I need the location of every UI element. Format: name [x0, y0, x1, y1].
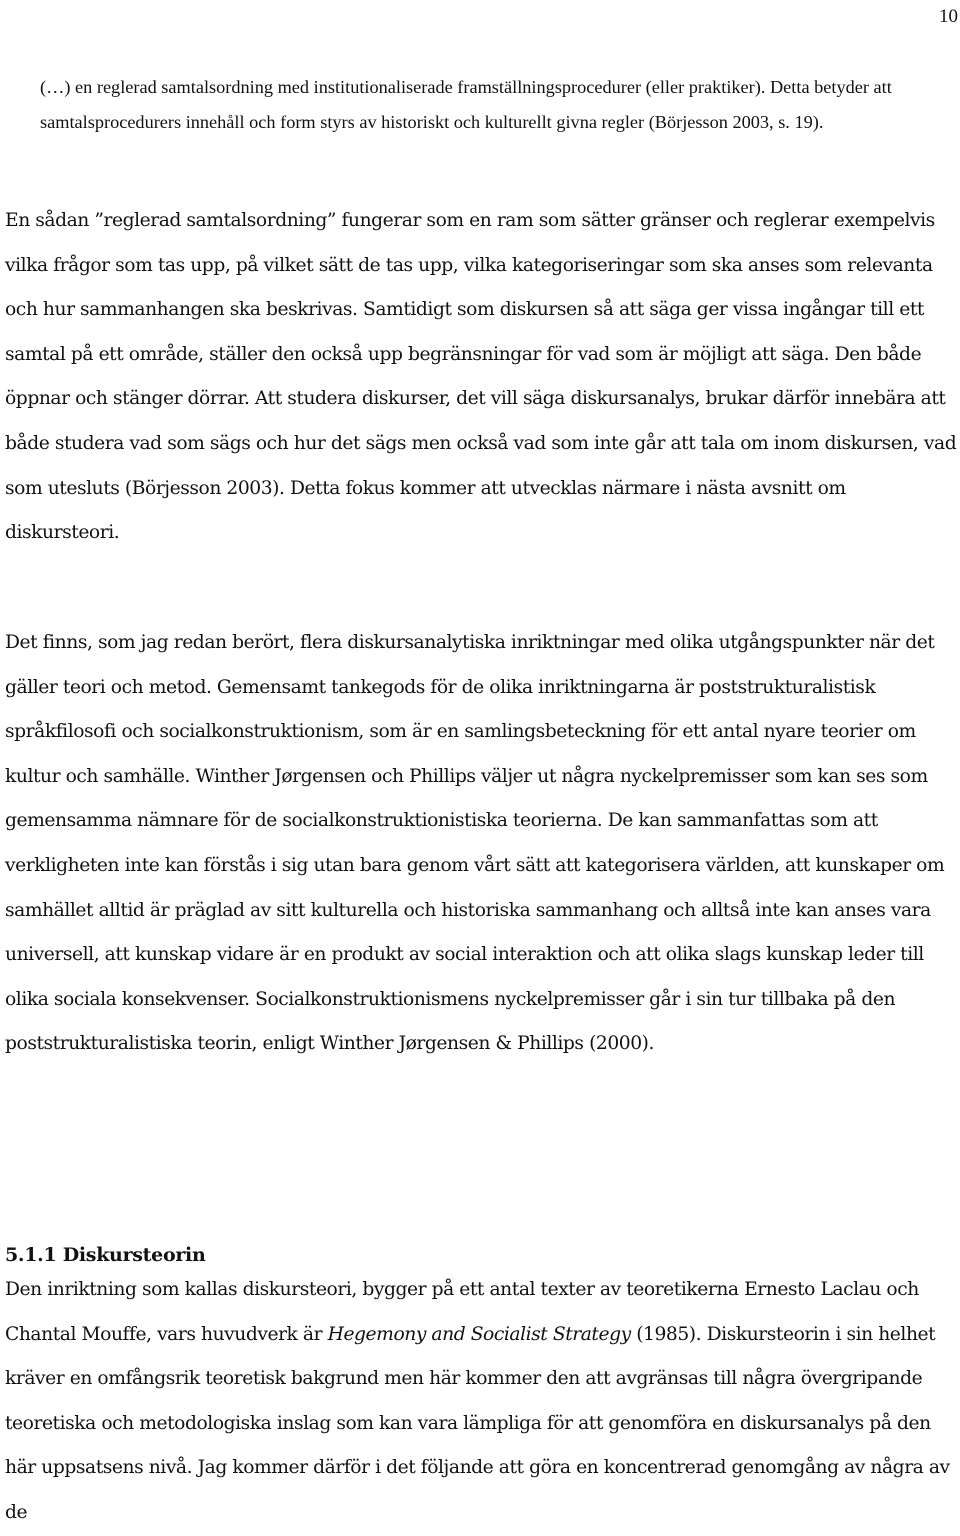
body-paragraph: En sådan ”reglerad samtalsordning” fungerar som en ram som sätter gränser och reglerar exempelvis vilka frågor som tas upp, på vilket sätt de tas upp, vilka kategoriseringar som ska anses som relevanta och hur sammanhangen ska beskrivas. Samtidigt som diskursen så att säga ger vissa ingångar till ett samtal på ett område, ställer den också upp begränsningar för vad som är möjligt att säga. Den både öppnar och stänger dörrar. Att studera diskurser, det vill säga diskursanalys, brukar därför innebära att både studera vad som sägs och hur det sägs men också vad som inte går att tala om inom diskursen, vad som utesluts (Börjesson 2003). Detta fokus kommer att utvecklas närmare i nästa avsnitt om diskursteori.	[5, 210, 957, 544]
paragraph-text: Den inriktning som kallas diskursteori, bygger på ett antal texter av teoretikerna Ernesto Laclau och Chantal Mouffe, vars huvudverk är	[5, 1279, 919, 1345]
section-heading: 5.1.1 Diskursteorin	[5, 1244, 206, 1266]
page-number: 10	[939, 6, 958, 27]
body-paragraph: Det finns, som jag redan berört, flera diskursanalytiska inriktningar med olika utgångspunkter när det gäller teori och metod. Gemensamt tankegods för de olika inriktningarna är poststrukturalistisk språkfilosofi och socialkonstruktionism, som är en samlingsbeteckning för ett antal nyare teorier om kultur och samhälle. Winther Jørgensen och Phillips väljer ut några nyckelpremisser som kan ses som gemensamma nämnare för de socialkonstruktionistiska teorierna. De kan sammanfattas som att verkligheten inte kan förstås i sig utan bara genom vårt sätt att kategorisera världen, att kunskaper om samhället alltid är präglad av sitt kulturella och historiska sammanhang och alltså inte kan anses vara universell, att kunskap vidare är en produkt av social interaktion och att olika slags kunskap leder till olika sociala konsekvenser. Socialkonstruktionismens nyckelpremisser går i sin tur tillbaka på den poststrukturalistiska teorin, enligt Winther Jørgensen & Phillips (2000).	[5, 632, 945, 1055]
body-paragraph	[5, 1268, 960, 1536]
book-title: Hegemony and Socialist Strategy	[327, 1323, 631, 1345]
block-quote: (…) en reglerad samtalsordning med institutionaliserade framställningsprocedurer (eller praktiker). Detta betyder att samtalsprocedurers innehåll och form styrs av historiskt och kulturellt givna regler (Börjesson 2003, s. 19).	[40, 77, 892, 132]
paragraph-text: (1985). Diskursteorin i sin helhet kräver en omfångsrik teoretisk bakgrund men här kommer den att avgränsas till några övergripande teoretiska och metodologiska inslag som kan vara lämpliga för att genomföra en diskursanalys på den här uppsatsens nivå. Jag kommer därför i det följande att göra en koncentrerad genomgång av några av de	[5, 1323, 950, 1523]
